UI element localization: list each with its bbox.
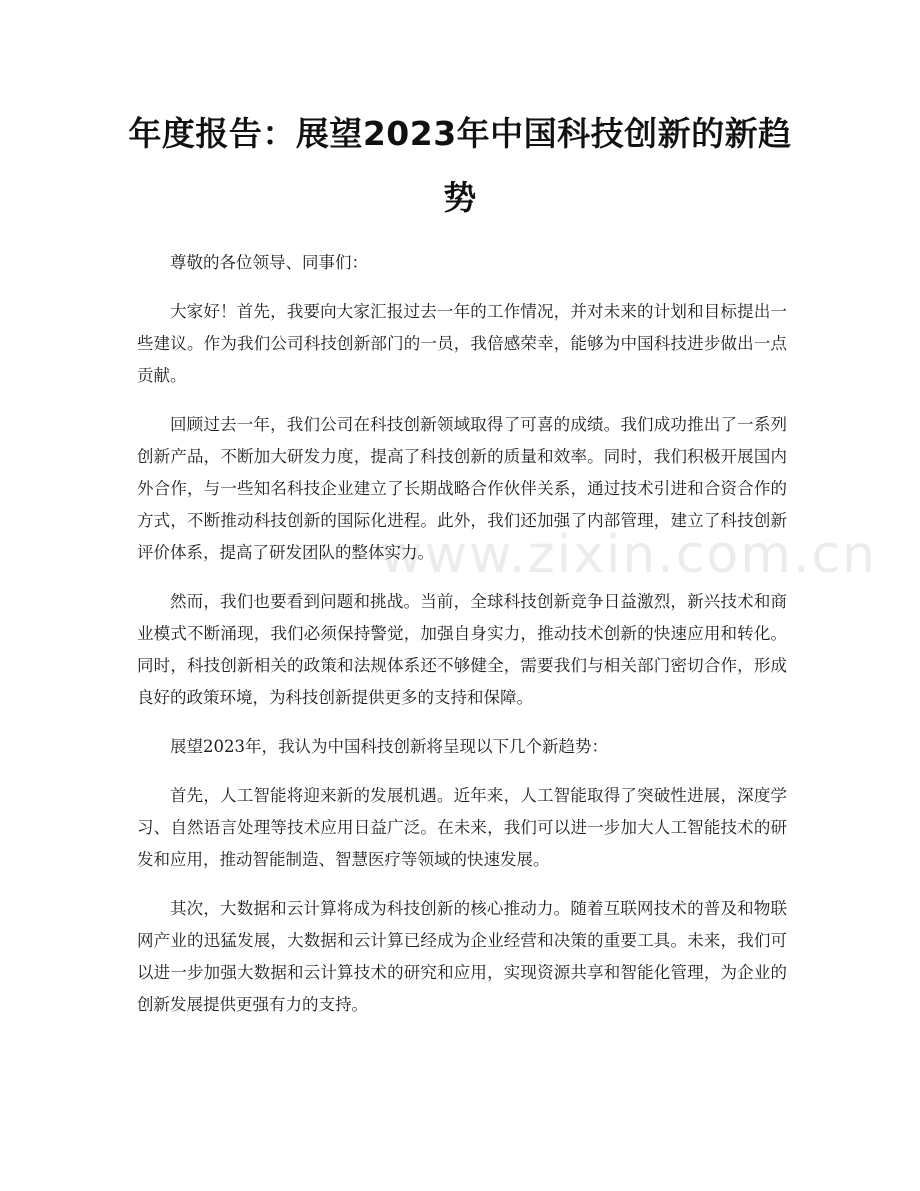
ai-trend-paragraph: 首先，人工智能将迎来新的发展机遇。近年来，人工智能取得了突破性进展，深度学习、自然语言处理等技术应用日益广泛。在未来，我们可以进一步加大人工智能技术的研发和应用，推动智能制造、智慧医疗等领域的快速发展。 xyxy=(137,786,787,869)
watermark: www.zixin.com.cn xyxy=(380,525,877,585)
intro-paragraph: 大家好！首先，我要向大家汇报过去一年的工作情况，并对未来的计划和目标提出一些建议。作为我们公司科技创新部门的一员，我倍感荣幸，能够为中国科技进步做出一点贡献。 xyxy=(137,302,787,385)
page-title: 年度报告：展望2023年中国科技创新的新趋势 xyxy=(128,114,792,217)
salutation-paragraph: 尊敬的各位领导、同事们： xyxy=(170,253,368,272)
challenges-paragraph: 然而，我们也要看到问题和挑战。当前，全球科技创新竞争日益激烈，新兴技术和商业模式不断涌现，我们必须保持警觉，加强自身实力，推动技术创新的快速应用和转化。同时，科技创新相关的政策和法规体系还不够健全，需要我们与相关部门密切合作，形成良好的政策环境，为科技创新提供更多的支持和保障。 xyxy=(137,592,787,707)
bigdata-trend-paragraph: 其次，大数据和云计算将成为科技创新的核心推动力。随着互联网技术的普及和物联网产业的迅猛发展，大数据和云计算已经成为企业经营和决策的重要工具。未来，我们可以进一步加强大数据和云计算技术的研究和应用，实现资源共享和智能化管理，为企业的创新发展提供更强有力的支持。 xyxy=(137,899,787,1014)
review-paragraph: 回顾过去一年，我们公司在科技创新领域取得了可喜的成绩。我们成功推出了一系列创新产品，不断加大研发力度，提高了科技创新的质量和效率。同时，我们积极开展国内外合作，与一些知名科技企业建立了长期战略合作伙伴关系，通过技术引进和合资合作的方式，不断推动科技创新的国际化进程。此外，我们还加强了内部管理，建立了科技创新评价体系，提高了研发团队的整体实力。 xyxy=(137,415,787,562)
outlook-paragraph: 展望2023年，我认为中国科技创新将呈现以下几个新趋势： xyxy=(170,737,608,756)
document-body xyxy=(137,247,787,1038)
